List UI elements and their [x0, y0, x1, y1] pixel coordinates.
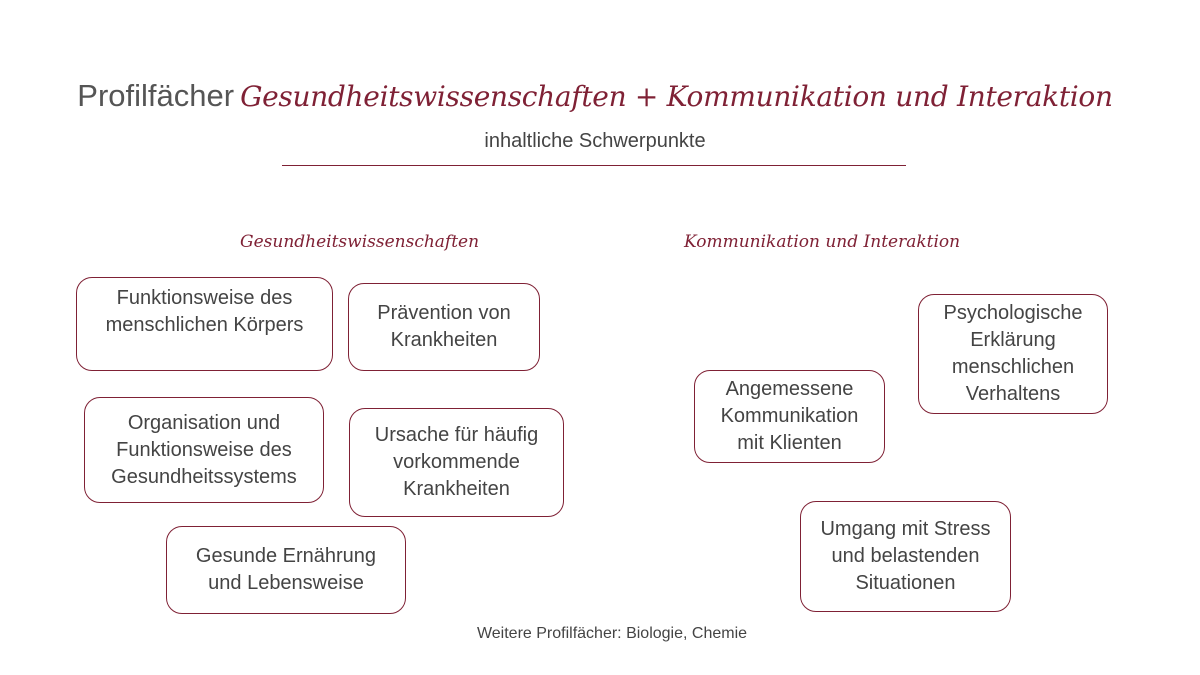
- topic-box-krankheiten: Ursache für häufig vorkommende Krankheiten: [349, 408, 564, 517]
- title-divider: [282, 165, 906, 166]
- heading-gesundheitswissenschaften: Gesundheitswissenschaften: [240, 232, 480, 252]
- slide-title: [0, 78, 1190, 114]
- footnote-weitere-profilfaecher: Weitere Profilfächer: Biologie, Chemie: [476, 625, 748, 642]
- heading-kommunikation-interaktion: Kommunikation und Interaktion: [684, 232, 961, 252]
- topic-box-verhalten: Psychologische Erklärung menschlichen Verhaltens: [918, 294, 1108, 414]
- topic-box-ernaehrung: Gesunde Ernährung und Lebensweise: [166, 526, 406, 614]
- topic-box-praevention: Prävention von Krankheiten: [348, 283, 540, 371]
- topic-box-gesundheitssystem: Organisation und Funktionsweise des Gesundheitssystems: [84, 397, 324, 503]
- topic-box-kommunikation: Angemessene Kommunikation mit Klienten: [694, 370, 885, 463]
- slide-subtitle: inhaltliche Schwerpunkte: [484, 130, 706, 152]
- title-subjects: Gesundheitswissenschaften + Kommunikation und Interaktion: [240, 80, 1113, 113]
- title-prefix: Profilfächer: [77, 78, 235, 113]
- topic-box-koerper: Funktionsweise des menschlichen Körpers: [76, 277, 333, 371]
- topic-box-stress: Umgang mit Stress und belastenden Situationen: [800, 501, 1011, 612]
